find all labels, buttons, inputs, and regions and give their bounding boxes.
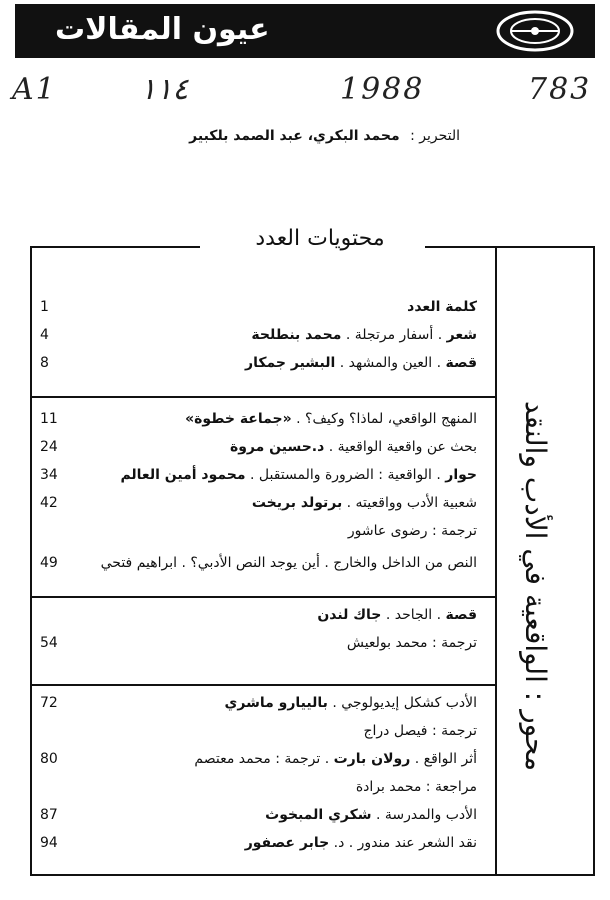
contents-entry: [32, 492, 495, 514]
entry-text: المنهج الواقعي، لماذا؟ وكيف؟ .: [291, 411, 477, 427]
contents-entry: [32, 552, 495, 574]
entry-title: [57, 296, 477, 318]
contents-entry: [32, 804, 495, 826]
entry-title: [57, 492, 477, 514]
page-number: 94: [40, 835, 58, 851]
masthead-banner: [15, 4, 595, 58]
entry-title: [57, 324, 477, 346]
eye-logo-icon: [495, 10, 575, 52]
page-number: 42: [40, 495, 58, 511]
entry-text: الأدب والمدرسة .: [371, 807, 477, 823]
contents-entry: [32, 464, 495, 486]
masthead-title: عيون المقالات: [55, 12, 270, 47]
page-number: 8: [40, 355, 49, 371]
entry-text: ترجمة : محمد بولعيش: [346, 635, 477, 651]
entry-title: [57, 804, 477, 826]
entry-text: مراجعة : محمد برادة: [355, 779, 477, 795]
contents-entry: [32, 520, 495, 542]
entry-title: [57, 832, 477, 854]
entry-text: . أسفار مرتجلة .: [341, 327, 447, 343]
entry-author-or-genre: «جماعة خطوة»: [185, 411, 292, 427]
entry-title: [57, 436, 477, 458]
page-number: 1: [40, 299, 49, 315]
entry-title: [57, 748, 477, 770]
entry-author-or-genre: حوار: [445, 467, 477, 483]
entry-text: النص من الداخل والخارج . أين يوجد النص الأدبي؟ . ابراهيم فتحي: [100, 555, 477, 571]
contents-entry: [32, 604, 495, 626]
side-divider: [495, 246, 497, 874]
entry-text: الأدب كشكل إيديولوجي .: [327, 695, 477, 711]
contents-entry: [32, 632, 495, 654]
contents-entry: [32, 352, 495, 374]
entry-text: ترجمة : رضوى عاشور: [347, 523, 477, 539]
section-divider: [32, 396, 495, 398]
contents-entry: [32, 692, 495, 714]
entry-author-or-genre: قصة: [445, 607, 477, 623]
entry-author-or-genre: كلمة العدد: [407, 299, 477, 315]
section-divider: [32, 596, 495, 598]
entry-author-or-genre: شعر: [446, 327, 477, 343]
handwritten-issue-number: ١١٤: [140, 72, 189, 107]
entry-title: [57, 520, 477, 542]
contents-box: [30, 246, 595, 876]
entry-author-or-genre: شكري المبخوث: [265, 807, 372, 823]
editors-label: التحرير :: [410, 128, 460, 144]
entry-text: أثر الواقع .: [410, 751, 477, 767]
page-number: 4: [40, 327, 49, 343]
entry-title: [57, 408, 477, 430]
entry-text: نقد الشعر عند مندور . د.: [329, 835, 477, 851]
entry-text: بحث عن واقعية الواقعية .: [324, 439, 477, 455]
contents-entry: [32, 720, 495, 742]
contents-entry: [32, 408, 495, 430]
handwritten-note-left: A1: [12, 72, 57, 107]
entry-author-or-genre: د.حسين مروة: [229, 439, 325, 455]
page-number: 72: [40, 695, 58, 711]
contents-entry: [32, 832, 495, 854]
entry-text: شعبية الأدب وواقعيته .: [342, 495, 477, 511]
entry-title: [57, 464, 477, 486]
entry-title: [57, 604, 477, 626]
section-divider: [32, 684, 495, 686]
entry-author-or-genre: محمود أمين العالم: [120, 467, 246, 483]
entry-author-or-genre: بالييارو ماشري: [224, 695, 328, 711]
entry-text: . الجاحد .: [381, 607, 446, 623]
entry-text: . العين والمشهد .: [335, 355, 446, 371]
entry-title: [57, 552, 477, 574]
contents-entry: [32, 324, 495, 346]
entry-title: [57, 776, 477, 798]
handwritten-note-right: 783: [528, 72, 592, 107]
entry-title: [57, 632, 477, 654]
entry-author-or-genre: البشير جمكار: [245, 355, 336, 371]
contents-entry: [32, 436, 495, 458]
entry-text: . ترجمة : محمد معتصم: [194, 751, 334, 767]
page-number: 34: [40, 467, 58, 483]
entry-text: ترجمة : فيصل دراج: [363, 723, 477, 739]
handwritten-year: 1988: [340, 72, 425, 107]
entry-author-or-genre: محمد بنطلحة: [251, 327, 342, 343]
editors-names: محمد البكري، عبد الصمد بلكبير: [189, 128, 400, 144]
contents-title: محتويات العدد: [255, 226, 385, 251]
entry-author-or-genre: جابر عصفور: [244, 835, 330, 851]
entry-title: [57, 692, 477, 714]
entry-author-or-genre: برتولد بريخت: [251, 495, 343, 511]
entry-title: [57, 720, 477, 742]
page-number: 54: [40, 635, 58, 651]
contents-entry: [32, 776, 495, 798]
editors-line: [189, 128, 460, 144]
entry-author-or-genre: جاك لندن: [317, 607, 382, 623]
theme-side-title: محور : الواقعية في الأدب والنقد: [519, 400, 552, 772]
entry-author-or-genre: رولان بارت: [333, 751, 411, 767]
page-number: 87: [40, 807, 58, 823]
entry-title: [57, 352, 477, 374]
page-number: 49: [40, 555, 58, 571]
entry-author-or-genre: قصة: [445, 355, 477, 371]
page-number: 24: [40, 439, 58, 455]
entry-text: . الواقعية : الضرورة والمستقبل .: [245, 467, 446, 483]
contents-entry: [32, 748, 495, 770]
page-number: 11: [40, 411, 58, 427]
contents-entry: [32, 296, 495, 318]
page-number: 80: [40, 751, 58, 767]
